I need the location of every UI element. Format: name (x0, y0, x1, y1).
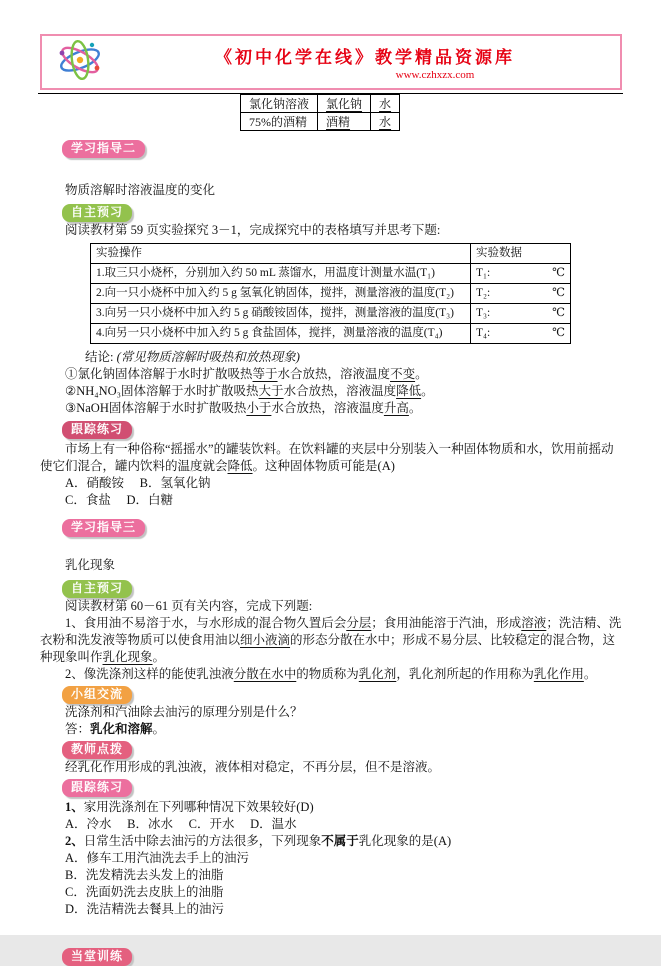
solute-cell (318, 95, 371, 113)
table-header-row (91, 244, 571, 264)
badge-row (40, 421, 622, 439)
blank-answer: 氯化钠 (326, 97, 363, 111)
column-header-data: 实验数据 (471, 244, 571, 264)
conclusion-note: (常见物质溶解时吸热和放热现象) (116, 350, 300, 364)
blank-answer: 升高 (383, 401, 409, 415)
blank-answer: 大于 (258, 384, 284, 398)
option-row: C．洗面奶洗去皮肤上的油脂 (65, 885, 224, 899)
practice-question-2: 2、日常生活中除去油污的方法很多，下列现象不属于乳化现象的是(A) (65, 834, 452, 848)
table-row (91, 324, 571, 344)
blank-answer: 细小液滴 (240, 633, 291, 647)
blank-answer: 降低 (227, 459, 253, 473)
option-row: A．冷水 B．冰水 C．开水 D．温水 (65, 817, 297, 831)
solution-cell: 75%的酒精 (241, 113, 318, 131)
badge-row (40, 686, 622, 704)
blank-answer: 乳化现象 (102, 650, 153, 664)
section-topic: 物质溶解时溶液温度的变化 (65, 183, 216, 197)
badge-row (40, 580, 622, 598)
unit-label: ℃ (552, 267, 565, 279)
blank-answer: 等于 (252, 367, 278, 381)
data-cell (471, 264, 571, 284)
option-row: C．食盐 D．白糖 (65, 493, 173, 507)
solute-cell (318, 113, 371, 131)
temperature-label: T₄: (476, 327, 491, 339)
temperature-label: T₁: (476, 267, 491, 279)
table-row (241, 113, 400, 131)
option-row: A．修车工用汽油洗去手上的油污 (65, 851, 250, 865)
section-topic: 乳化现象 (65, 558, 116, 572)
conclusion-heading: 结论: (常见物质溶解时吸热和放热现象) (85, 350, 300, 364)
reading-instruction: 阅读教材第 59 页实验探究 3－1，完成探究中的表格填写并思考下题: (65, 223, 441, 237)
unit-label: ℃ (552, 307, 565, 319)
badge-teacher-tips: 教师点拨 (62, 741, 132, 759)
fill-in-paragraph-2: 2、像洗涤剂这样的能使乳浊液分散在水中的物质称为乳化剂，乳化剂所起的作用称为乳化作用。 (65, 667, 597, 681)
badge-row (40, 741, 622, 759)
operation-cell: 1.取三只小烧杯，分别加入约 50 mL 蒸馏水，用温度计测量水温(T₁) (91, 264, 471, 284)
table-row (241, 95, 400, 113)
temperature-label: T₂: (476, 287, 491, 299)
table-row (91, 264, 571, 284)
operation-cell: 2.向一只小烧杯中加入约 5 g 氢氧化钠固体，搅拌，测量溶液的温度(T₂) (91, 284, 471, 304)
solvent-cell (371, 95, 400, 113)
experiment-table (90, 243, 571, 344)
blank-answer: 乳化剂 (358, 667, 397, 681)
table-row (91, 284, 571, 304)
badge-row (40, 779, 622, 797)
header (40, 34, 622, 90)
option-row: D．洗洁精洗去餐具上的油污 (65, 902, 225, 916)
column-header-operation: 实验操作 (91, 244, 471, 264)
data-cell (471, 324, 571, 344)
badge-group-discussion: 小组交流 (62, 686, 132, 704)
badge-self-preview: 自主预习 (62, 204, 132, 222)
badge-study-guide-3: 学习指导三 (62, 519, 145, 537)
solvent-cell (371, 113, 400, 131)
temperature-label: T₃: (476, 307, 491, 319)
option-row: A．硝酸铵 B．氢氧化钠 (65, 476, 211, 490)
blank-answer: 溶液 (521, 616, 547, 630)
content (40, 134, 622, 966)
badge-follow-practice: 跟踪练习 (62, 421, 132, 439)
data-cell (471, 284, 571, 304)
badge-row (40, 519, 622, 537)
blank-answer: 小于 (246, 401, 272, 415)
solution-cell: 氯化钠溶液 (241, 95, 318, 113)
reading-instruction: 阅读教材第 60－61 页有关内容，完成下列题: (65, 599, 313, 613)
conclusion-1: ①氯化钠固体溶解于水时扩散吸热等于水合放热，溶液温度不变。 (65, 367, 428, 381)
badge-self-preview: 自主预习 (62, 580, 132, 598)
unit-label: ℃ (552, 287, 565, 299)
data-cell (471, 304, 571, 324)
fill-in-paragraph-1: 1、食用油不易溶于水，与水形成的混合物久置后会分层；食用油能溶于汽油，形成溶液；洗洁精、洗衣粉和洗发液等物质可以使食用油以细小液滴的形态分散在水中；形成不易分层、比较稳定的混合物，这种现象叫作乳化现象。 (40, 616, 622, 664)
badge-row (40, 140, 622, 158)
badge-row (40, 948, 622, 966)
solution-components-table (240, 94, 400, 131)
atom-logo (52, 37, 110, 88)
question-text: 市场上有一种俗称“摇摇水”的罐装饮料。在饮料罐的夹层中分别装入一种固体物质和水，饮用前摇动使它们混合，罐内饮料的温度就会降低。这种固体物质可能是(A) (40, 442, 614, 473)
badge-study-guide-2: 学习指导二 (62, 140, 145, 158)
blank-answer: 水 (379, 115, 392, 129)
teacher-note: 经乳化作用形成的乳浊液，液体相对稳定，不再分层，但不是溶液。 (65, 760, 441, 774)
blank-answer: 分散在水中 (233, 667, 297, 681)
blank-answer: 降低 (396, 384, 422, 398)
discussion-answer: 答：乳化和溶解。 (65, 722, 166, 736)
operation-cell: 3.向另一只小烧杯中加入约 5 g 硝酸铵固体，搅拌，测量溶液的温度(T₃) (91, 304, 471, 324)
practice-question-1: 1、家用洗涤剂在下列哪种情况下效果较好(D) (65, 800, 314, 814)
discussion-question: 洗涤剂和汽油除去油污的原理分别是什么？ (65, 705, 303, 719)
badge-row (40, 204, 622, 222)
operation-cell: 4.向另一只小烧杯中加入约 5 g 食盐固体，搅拌，测量溶液的温度(T₄) (91, 324, 471, 344)
conclusion-3: ③NaOH固体溶解于水时扩散吸热小于水合放热，溶液温度升高。 (65, 401, 422, 415)
badge-class-training: 当堂训练 (62, 948, 132, 966)
blank-answer: 不变 (390, 367, 416, 381)
site-url: www.czhxzx.com (395, 69, 475, 81)
blank-answer: 乳化作用 (533, 667, 584, 681)
blank-answer: 酒精 (326, 115, 351, 129)
table-row (91, 304, 571, 324)
emphasis-text: 不属于 (321, 834, 359, 848)
site-title: 《初中化学在线》教学精品资源库 (215, 48, 515, 67)
header-text (110, 43, 620, 81)
answer-text: 乳化和溶解 (90, 722, 153, 736)
blank-answer: 水 (379, 97, 392, 111)
badge-follow-practice: 跟踪练习 (62, 779, 132, 797)
blank-answer: 分层 (346, 616, 372, 630)
option-row: B．洗发精洗去头发上的油脂 (65, 868, 224, 882)
conclusion-2: ②NH₄NO₃固体溶解于水时扩散吸热大于水合放热，溶液温度降低。 (65, 384, 434, 398)
unit-label: ℃ (552, 327, 565, 339)
